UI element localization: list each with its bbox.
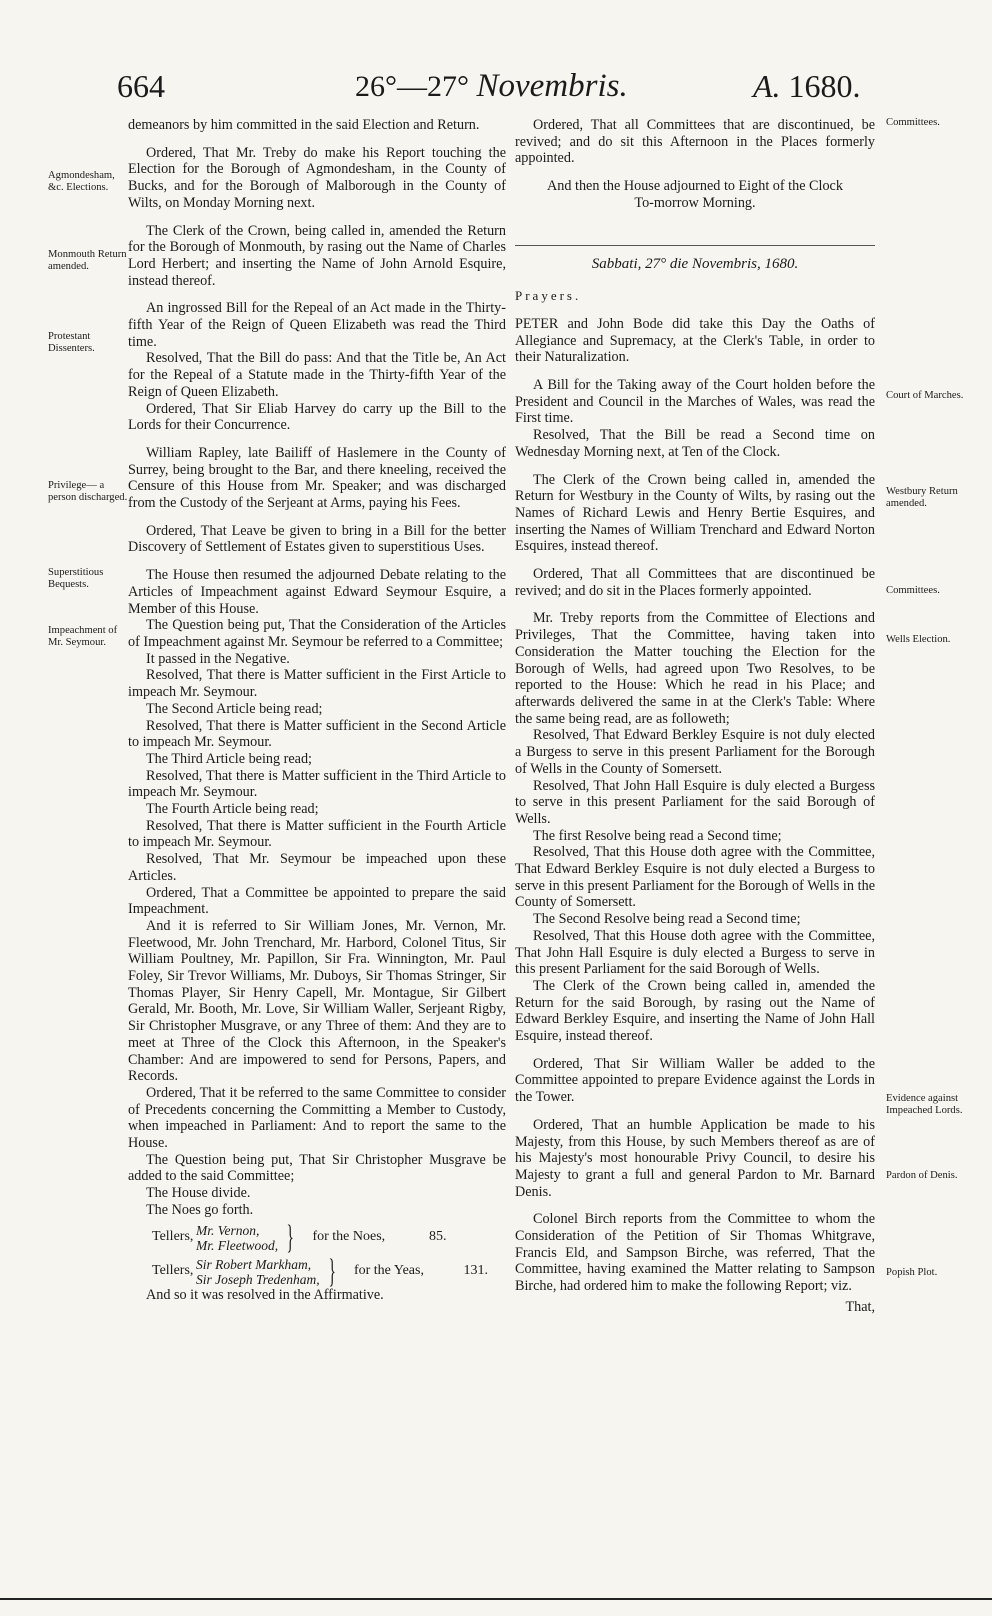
margin-note-evidence: Evidence against Impeached Lords.: [886, 1093, 963, 1116]
margin-note-privilege: Privilege— a person discharged.: [48, 480, 128, 503]
margin-note-popish-plot: Popish Plot.: [886, 1267, 938, 1278]
margin-note-protestant: Protestant Dissenters.: [48, 331, 95, 354]
paragraph: Resolved, That John Hall Esquire is duly elected a Burgess to serve in this present Parliament for the said Borough of Wells.: [515, 777, 875, 827]
paragraph: And so it was resolved in the Affirmative.: [146, 1286, 384, 1303]
paragraph: Resolved, That there is Matter sufficient in the Fourth Article to impeach Mr. Seymour.: [128, 817, 506, 851]
margin-note-superstitious: Superstitious Bequests.: [48, 567, 104, 590]
margin-note-court-of-marches: Court of Marches.: [886, 390, 964, 401]
paragraph: Ordered, That it be referred to the same Committee to consider of Precedents concerning the Committing a Member to Custody, when impeached in Parliament: And to report the same to the House.: [128, 1084, 506, 1152]
paragraph: Resolved, That there is Matter sufficient in the First Article to impeach Mr. Seymour.: [128, 667, 506, 701]
paragraph: Ordered, That Leave be given to bring in a Bill for the better Discovery of Settlement of Estates given to superstitious Uses.: [128, 522, 506, 556]
paragraph: Ordered, That Sir William Waller be added to the Committee appointed to prepare Evidence against the Lords in the Tower.: [515, 1055, 875, 1106]
page-bottom-edge: [0, 1598, 992, 1600]
paragraph: Ordered, That Mr. Treby do make his Report touching the Election for the Borough of Agmondesham, in the County of Bucks, and for the Borough of Malborough in the County of Wilts, on Monday Morning next.: [128, 144, 506, 211]
tellers-side: for the Noes,: [312, 1229, 386, 1245]
left-column: [128, 117, 506, 1303]
paragraph: Ordered, That Sir Eliab Harvey do carry up the Bill to the Lords for their Concurrence.: [128, 400, 506, 434]
paragraph: The Third Article being read;: [146, 750, 312, 767]
teller-name: Sir Joseph Tredenham,: [196, 1271, 320, 1287]
margin-note-committees-2: Committees.: [886, 585, 940, 596]
margin-note-wells: Wells Election.: [886, 634, 951, 645]
tellers-label: Tellers,: [152, 1263, 194, 1279]
margin-note-agmondesham: Agmondesham, &c. Elections.: [48, 170, 115, 193]
paragraph: The Fourth Article being read;: [146, 801, 319, 818]
tellers-count: 131.: [463, 1263, 488, 1279]
tellers-count: 85.: [428, 1229, 447, 1245]
teller-name: Mr. Fleetwood,: [196, 1237, 279, 1253]
paragraph: The Second Resolve being read a Second time;: [533, 911, 801, 928]
tellers-label: Tellers,: [152, 1229, 194, 1245]
year-letter: A.: [753, 68, 781, 104]
paragraph: Ordered, That a Committee be appointed to prepare the said Impeachment.: [128, 884, 506, 918]
tellers-names: [196, 1257, 320, 1287]
margin-note-monmouth: Monmouth Return amended.: [48, 249, 127, 272]
year-number: 1680.: [788, 68, 861, 104]
paragraph: Resolved, That Edward Berkley Esquire is not duly elected a Burgess to serve in this present Parliament for the Borough of Wells in the County of Somersett.: [515, 727, 875, 777]
paragraph: The Second Article being read;: [146, 700, 323, 717]
teller-name: Sir Robert Markham,: [196, 1256, 312, 1272]
paragraph: An ingrossed Bill for the Repeal of an Act made in the Thirty-fifth Year of the Reign of Queen Elizabeth was read the Third time.: [128, 300, 506, 350]
page-number: 664: [117, 68, 165, 104]
paragraph: It passed in the Negative.: [146, 650, 290, 667]
margin-note-committees-1: Committees.: [886, 117, 940, 128]
paragraph: Ordered, That all Committees that are discontinued, be revived; and do sit this Afternoon in the Places formerly appointed.: [515, 117, 875, 167]
paragraph: demeanors by him committed in the said Election and Return.: [128, 117, 480, 133]
paragraph: Ordered, That an humble Application be made to his Majesty, from this House, by such Members thereof as are of his Majesty's most honourable Privy Council, to desire his Majesty to grant a full and general Pardon to Mr. Barnard Denis.: [515, 1116, 875, 1200]
prayers-heading: Prayers.: [515, 288, 582, 304]
brace-glyph: }: [328, 1252, 336, 1290]
paragraph: The Clerk of the Crown being called in, amended the Return for Westbury in the County of Wilts, by rasing out the Names of Richard Lewis and Henry Bertie Esquires, and inserting the Names of William Trenchard and Edward Norton Esquires, instead thereof.: [515, 471, 875, 555]
paragraph: The Noes go forth.: [146, 1201, 254, 1218]
paragraph: The Question being put, That Sir Christopher Musgrave be added to the said Committee;: [128, 1151, 506, 1185]
paragraph: Resolved, That this House doth agree with the Committee, That Edward Berkley Esquire is not duly elected a Burgess to serve in this present Parliament for the Borough of Wells in the County of Somersett.: [515, 844, 875, 911]
paragraph: Mr. Treby reports from the Committee of Elections and Privileges, That the Committee, having taken into Consideration the Matter touching the Election for the Borough of Wells, had agreed upon Two Resolves, to be reported to the House: Which he read in his Place; and afterwards delivered the same in at the Clerk's Table: Where the same being read, are as followeth;: [515, 610, 875, 727]
tellers-names: [196, 1223, 278, 1253]
date-month: Novembris.: [476, 68, 628, 104]
paragraph: The Clerk of the Crown being called in, amended the Return for the said Borough, by rasing out the Name of Edward Berkley Esquire, and inserting the Name of John Hall Esquire, instead thereof.: [515, 977, 875, 1045]
paragraph: The first Resolve being read a Second time;: [533, 827, 782, 844]
paragraph: The House then resumed the adjourned Debate relating to the Articles of Impeachment against Edward Seymour Esquire, a Member of this House.: [128, 567, 506, 617]
paragraph: And it is referred to Sir William Jones, Mr. Vernon, Mr. Fleetwood, Mr. John Trenchard, Mr. Harbord, Colonel Titus, Sir William Poultney, Mr. Papillon, Sir Fra. Winnington, Mr. Paul Foley, Sir Trevor Williams, Mr. Duboys, Sir Thomas Stringer, Sir Thomas Player, Sir Henry Capell, Mr. Montague, Sir Gilbert Gerald, Mr. Booth, Mr. Love, Sir William Waller, Serjeant Rigby, Sir Christopher Musgrave, or any Three of them: And they are to meet at Three of the Clock this Afternoon, in the Speaker's Chamber: And are impowered to send for Persons, Papers, and Records.: [128, 917, 506, 1085]
margin-note-impeachment: Impeachment of Mr. Seymour.: [48, 625, 118, 648]
page-date: [355, 68, 628, 105]
tellers-noes: [128, 1218, 506, 1256]
sitting-date-heading: Sabbati, 27° die Novembris, 1680.: [591, 255, 799, 272]
section-divider: [515, 245, 875, 246]
adjournment-note: And then the House adjourned to Eight of the Clock To-morrow Morning.: [547, 178, 843, 211]
paragraph: Resolved, That the Bill be read a Second time on Wednesday Morning next, at Ten of the Clock.: [515, 427, 875, 460]
teller-name: Mr. Vernon,: [196, 1222, 260, 1238]
tellers-side: for the Yeas,: [353, 1263, 424, 1279]
right-column: [515, 117, 875, 1316]
paragraph: A Bill for the Taking away of the Court holden before the President and Council in the Marches of Wales, was read the First time.: [515, 377, 875, 427]
paragraph: PETER and John Bode did take this Day the Oaths of Allegiance and Supremacy, at the Clerk's Table, in order to their Naturalization.: [515, 315, 875, 366]
paragraph: Resolved, That there is Matter sufficient in the Second Article to impeach Mr. Seymour.: [128, 717, 506, 751]
page-year: [753, 68, 861, 105]
paragraph: Resolved, That the Bill do pass: And that the Title be, An Act for the Repeal of a Statute made in the Thirty-fifth Year of the Reign of Queen Elizabeth.: [128, 350, 506, 400]
margin-note-westbury: Westbury Return amended.: [886, 486, 958, 509]
brace-glyph: }: [286, 1218, 294, 1256]
paragraph: The House divide.: [146, 1185, 251, 1202]
date-days: 26°—27°: [355, 70, 469, 103]
paragraph: The Question being put, That the Consideration of the Articles of Impeachment against Mr. Seymour be referred to a Committee;: [128, 617, 506, 650]
paragraph: The Clerk of the Crown, being called in, amended the Return for the Borough of Monmouth, by rasing out the Name of Charles Lord Herbert; and inserting the Name of John Arnold Esquire, instead thereof.: [128, 222, 506, 289]
paragraph: Resolved, That this House doth agree with the Committee, That John Hall Esquire is duly elected a Burgess to serve in this present Parliament for the said Borough of Wells.: [515, 927, 875, 978]
paragraph: Ordered, That all Committees that are discontinued be revived; and do sit in the Places formerly appointed.: [515, 566, 875, 599]
tellers-yeas: [128, 1252, 506, 1290]
catchword: That,: [845, 1298, 875, 1315]
paragraph: Resolved, That there is Matter sufficient in the Third Article to impeach Mr. Seymour.: [128, 767, 506, 801]
paragraph: William Rapley, late Bailiff of Haslemere in the County of Surrey, being brought to the Bar, and there kneeling, received the Censure of this House from Mr. Speaker; and was discharged from the Custody of the Serjeant at Arms, paying his Fees.: [128, 444, 506, 512]
margin-note-pardon: Pardon of Denis.: [886, 1170, 958, 1181]
paragraph: Colonel Birch reports from the Committee to whom the Consideration of the Petition of Sir Thomas Whitgrave, Francis Eld, and Sampson Birche, was referred, That the Committee, having examined the Matter relating to Sampson Birche, had ordered him to make the following Report; viz.: [515, 1211, 875, 1295]
paragraph: Resolved, That Mr. Seymour be impeached upon these Articles.: [128, 851, 506, 884]
